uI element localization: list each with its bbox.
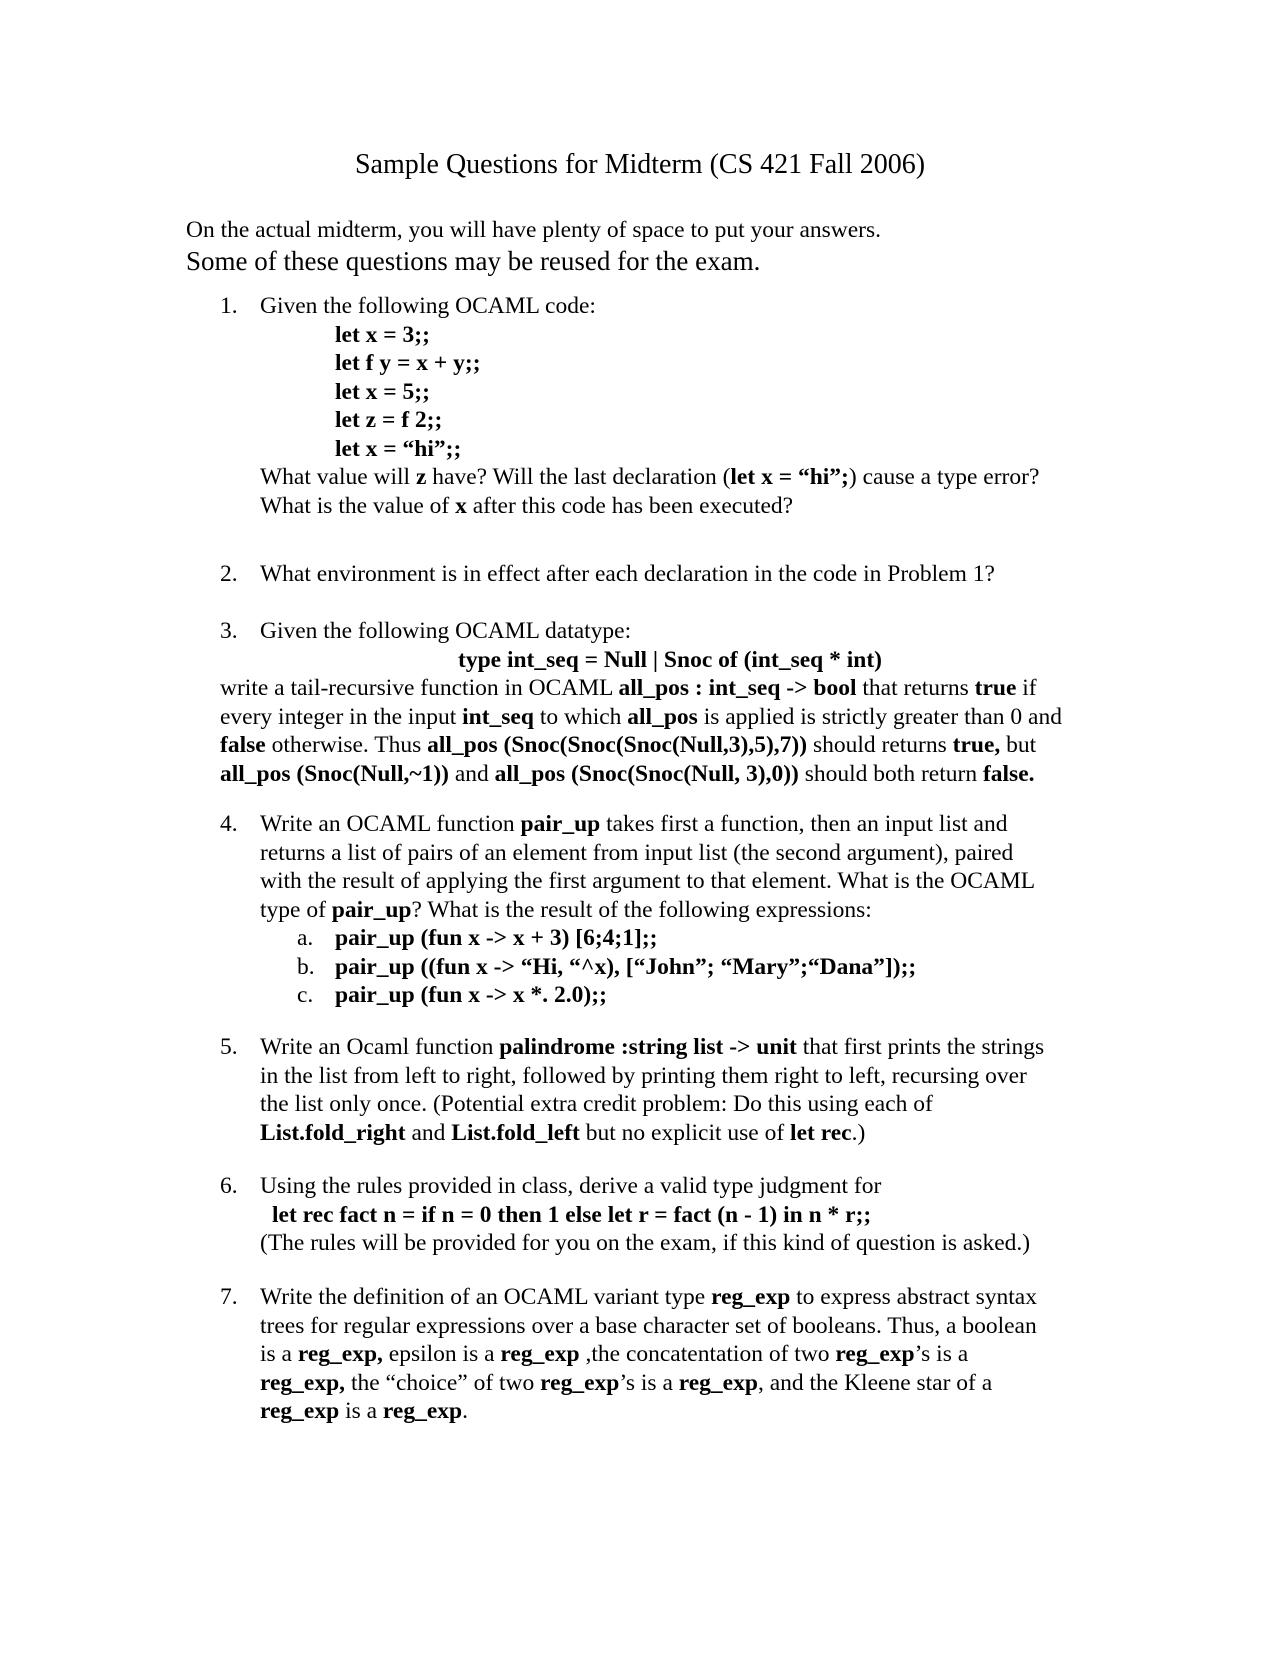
question-5 [220,1033,1120,1147]
sub-letter: b. [297,953,315,980]
code-line: let x = “hi”;; [335,435,462,462]
question-text: type of pair_up? What is the result of the following expressions: [260,896,872,923]
question-text: Write the definition of an OCAML variant type reg_exp to express abstract syntax [260,1284,1037,1310]
code-line: let x = 3;; [335,321,430,348]
sub-question-c [297,981,1120,1010]
intro-line-2: Some of these questions may be reused for the exam. [186,246,761,276]
question-number: 1. [220,293,238,319]
sub-question-a [297,924,1120,953]
question-text: in the list from left to right, followed by printing them right to left, recursing over [260,1062,1027,1089]
sub-letter: a. [297,925,314,951]
question-3 [220,617,1120,788]
question-4 [220,810,1120,1010]
question-number: 6. [220,1173,238,1199]
code-line: let f y = x + y;; [335,350,481,376]
question-text: is a reg_exp, epsilon is a reg_exp ,the concatentation of two reg_exp’s is a [260,1341,969,1367]
question-1 [220,292,1120,520]
question-text: false otherwise. Thus all_pos (Snoc(Snoc(Snoc(Null,3),5),7)) should returns true, but [220,732,1037,758]
sub-expression: pair_up (fun x -> x + 3) [6;4;1];; [335,925,658,951]
sub-expression: pair_up (fun x -> x *. 2.0);; [335,982,607,1008]
question-text: reg_exp is a reg_exp. [260,1398,468,1424]
question-text: every integer in the input int_seq to which all_pos is applied is strictly greater than 0 and [220,703,1062,730]
question-lead: Given the following OCAML code: [260,293,596,319]
question-text: reg_exp, the “choice” of two reg_exp’s is a reg_exp, and the Kleene star of a [260,1369,993,1396]
code-line: let z = f 2;; [335,407,443,433]
sub-question-b [297,953,1120,982]
code-line: let rec fact n = if n = 0 then 1 else let r = fact (n - 1) in n * r;; [272,1201,872,1228]
question-number: 3. [220,618,238,644]
question-lead: Given the following OCAML datatype: [260,618,632,644]
question-text: What is the value of x after this code has been executed? [260,492,794,519]
question-text: with the result of applying the first argument to that element. What is the OCAML [260,868,1036,894]
question-text: What value will z have? Will the last declaration (let x = “hi”;) cause a type error? [260,464,1040,490]
question-6 [220,1172,1120,1258]
question-text: List.fold_right and List.fold_left but no explicit use of let rec.) [260,1119,866,1146]
intro-line-1: On the actual midterm, you will have plenty of space to put your answers. [186,217,882,243]
question-text: all_pos (Snoc(Null,~1)) and all_pos (Snoc(Snoc(Null, 3),0)) should both return false. [220,760,1035,787]
question-number: 5. [220,1034,238,1060]
question-7 [220,1283,1120,1426]
question-2 [220,560,1120,589]
question-text: Write an OCAML function pair_up takes first a function, then an input list and [260,811,1008,837]
sub-letter: c. [297,982,314,1008]
sub-expression: pair_up ((fun x -> “Hi, “^x), [“John”; “Mary”;“Dana”]);; [335,953,917,980]
question-number: 2. [220,561,238,587]
question-text: write a tail-recursive function in OCAML all_pos : int_seq -> bool that returns true if [220,675,1037,701]
page-title: Sample Questions for Midterm (CS 421 Fall 2006) [354,149,926,180]
code-line: type int_seq = Null | Snoc of (int_seq * int) [458,646,882,673]
question-text: returns a list of pairs of an element from input list (the second argument), paired [260,839,1014,866]
question-text: the list only once. (Potential extra credit problem: Do this using each of [260,1091,933,1117]
question-text: (The rules will be provided for you on the exam, if this kind of question is asked.) [260,1230,1031,1256]
question-text: trees for regular expressions over a base character set of booleans. Thus, a boolean [260,1312,1037,1339]
question-text: Using the rules provided in class, derive a valid type judgment for [260,1173,882,1199]
question-text: What environment is in effect after each declaration in the code in Problem 1? [260,561,995,587]
question-number: 4. [220,811,238,837]
question-number: 7. [220,1284,238,1310]
code-line: let x = 5;; [335,378,430,405]
question-text: Write an Ocaml function palindrome :string list -> unit that first prints the strings [260,1034,1045,1060]
